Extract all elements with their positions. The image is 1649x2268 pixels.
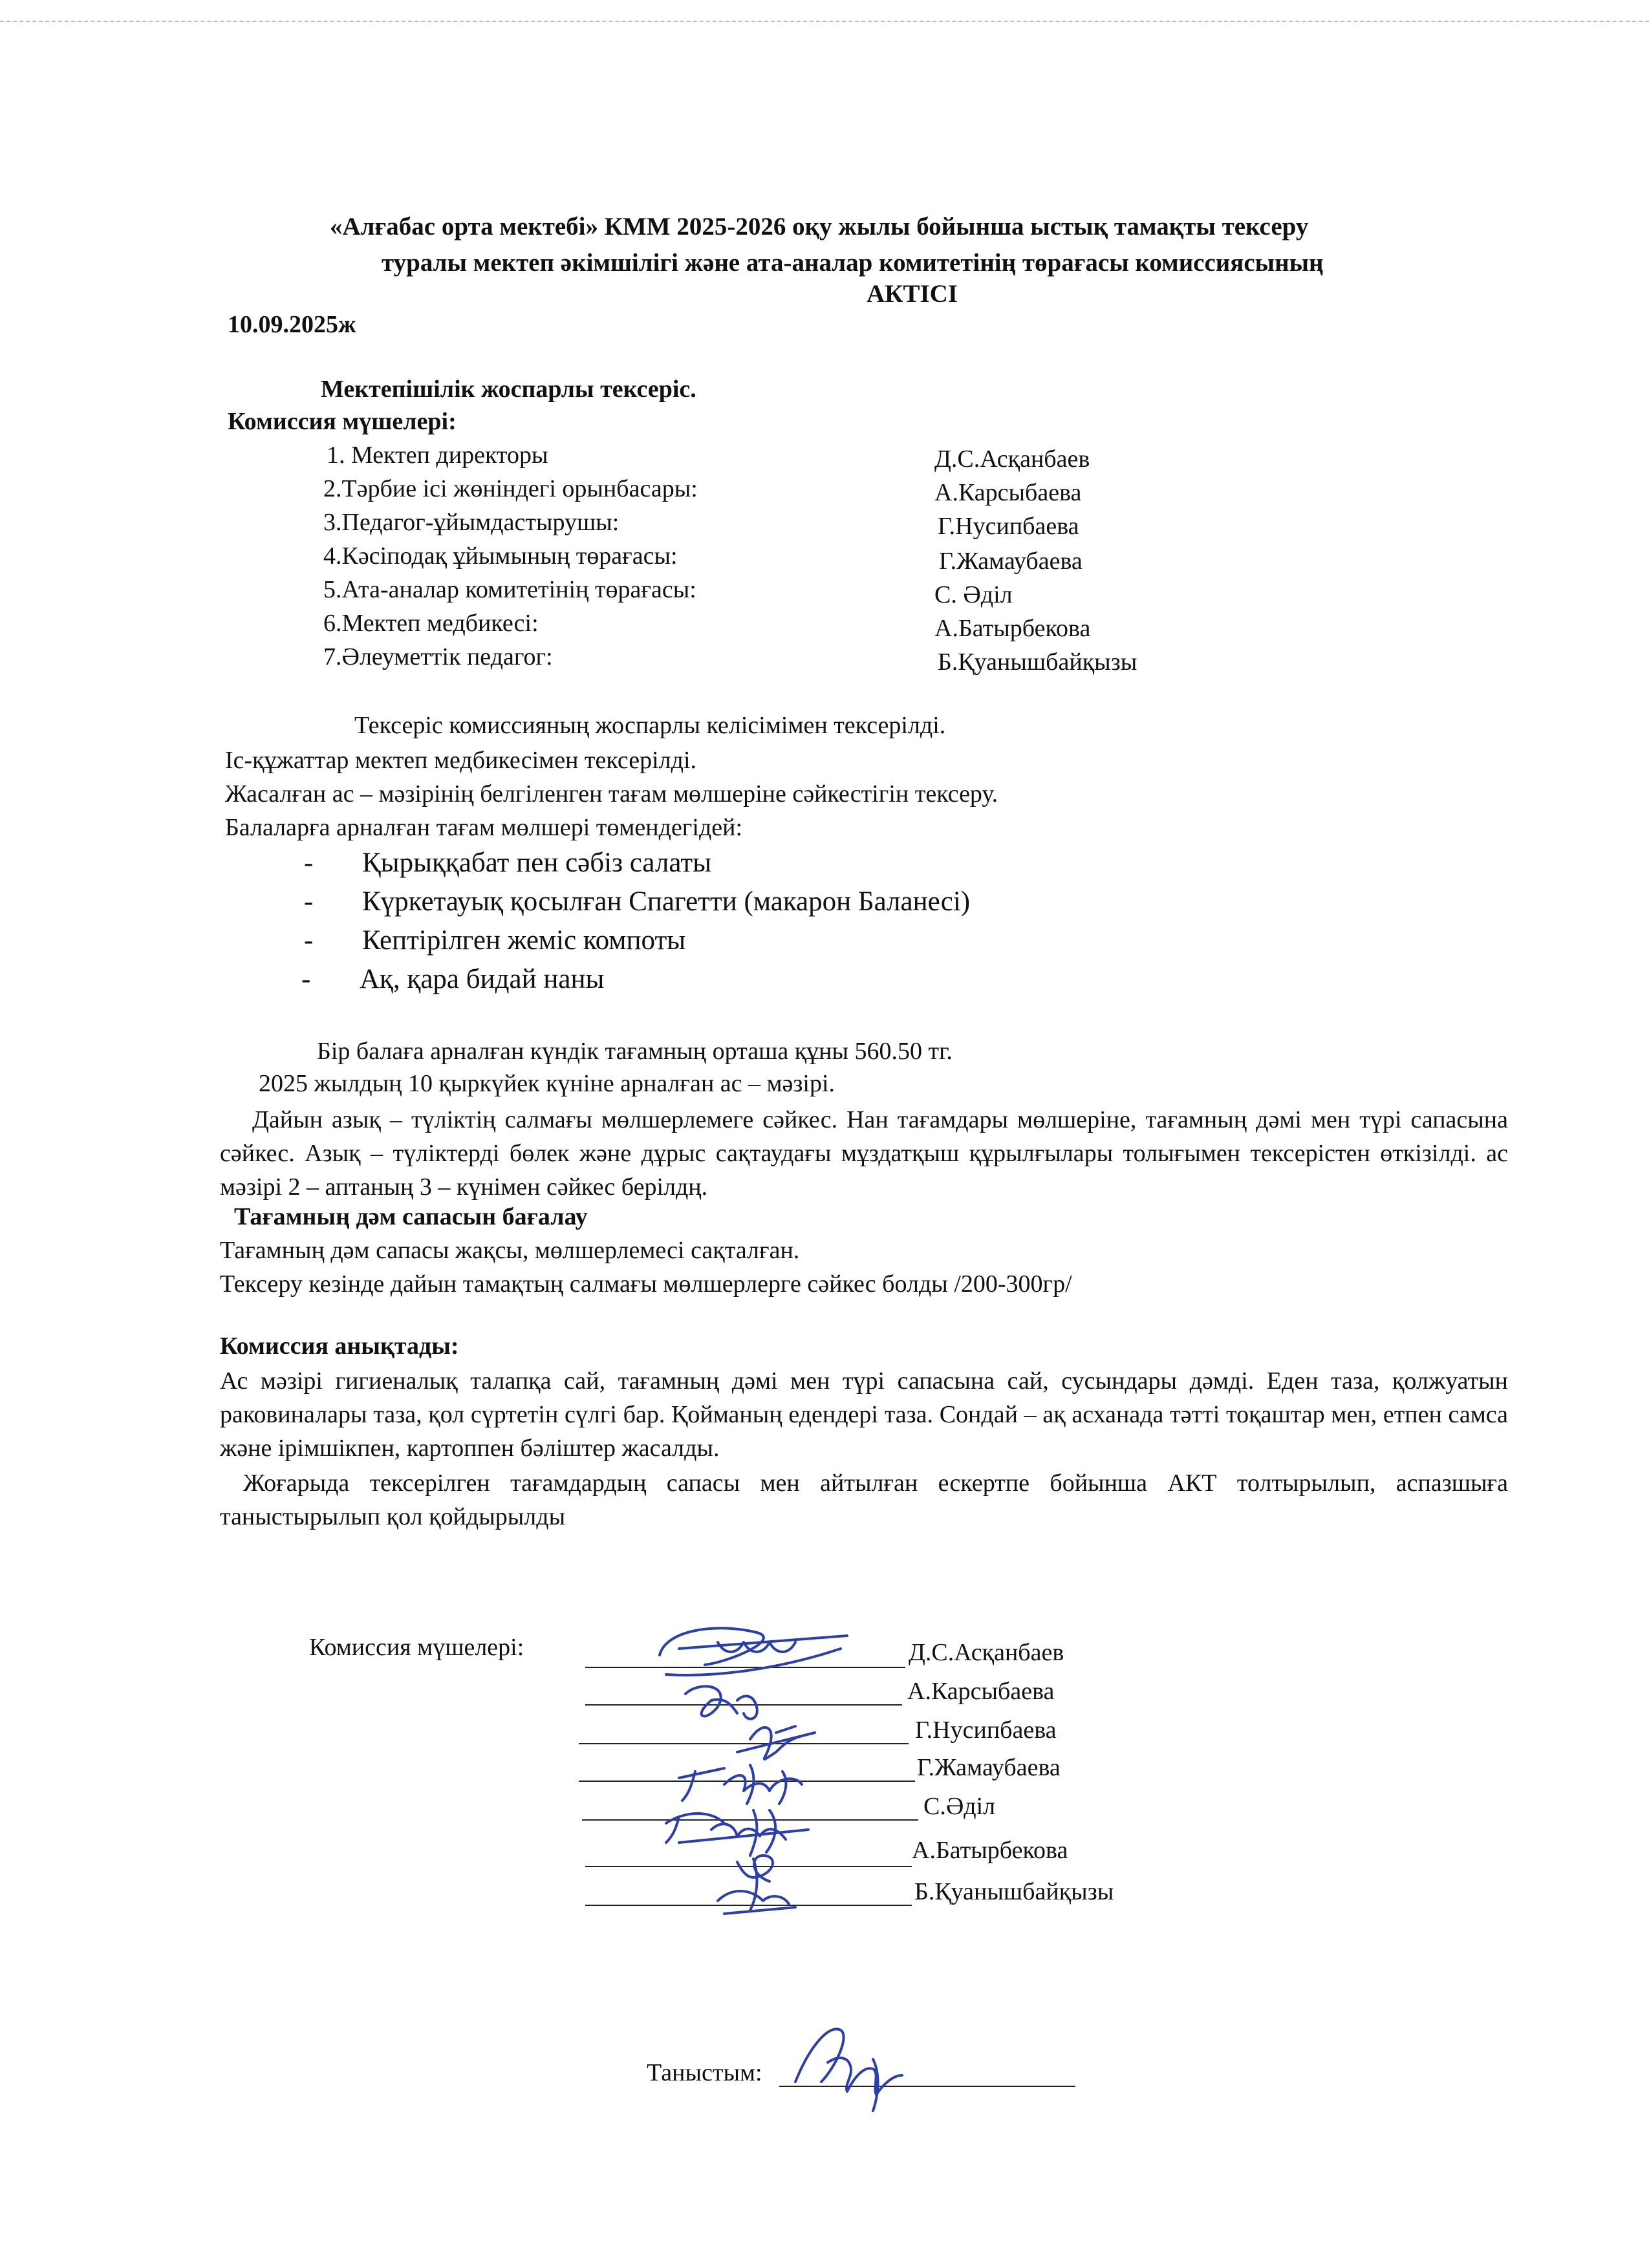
- signature-name: Г.Нусипбаева: [915, 1717, 1057, 1744]
- findings-heading: Комиссия анықтады:: [220, 1332, 459, 1360]
- member-role: 4.Кәсіподақ ұйымының төрағасы:: [323, 542, 678, 570]
- intro-line-4: Балаларға арналған тағам мөлшері төмендегідей:: [225, 814, 743, 841]
- member-role: 1. Мектеп директоры: [327, 442, 548, 469]
- intro-line-1: Тексеріс комиссияның жоспарлы келісімімен тексерілді.: [354, 712, 946, 739]
- acknowledged-label: Таныстым:: [647, 2059, 762, 2086]
- handwritten-signatures: [640, 1603, 886, 1927]
- member-name: Д.С.Асқанбаев: [934, 445, 1090, 473]
- menu-item: - Қырыққабат пен сәбіз салаты: [304, 848, 711, 878]
- taste-line-1: Тағамның дәм сапасы жақсы, мөлшерлемесі сақталған.: [220, 1237, 800, 1264]
- document-title-line3: АКТІСІ: [867, 280, 958, 308]
- signature-name: А.Карсыбаева: [907, 1678, 1055, 1705]
- document-title-line2: туралы мектеп әкімшілігі және ата-аналар комитетінің төрағасы комиссиясының: [382, 249, 1324, 277]
- member-role: 3.Педагог-ұйымдастырушы:: [323, 509, 620, 536]
- signature-name: А.Батырбекова: [912, 1837, 1068, 1864]
- cost-line: Бір балаға арналған күндік тағамның орташа құны 560.50 тг.: [317, 1038, 953, 1065]
- signatures-label: Комиссия мүшелері:: [309, 1634, 524, 1661]
- intro-line-2: Іс-құжаттар мектеп медбикесімен тексерілді.: [225, 747, 697, 774]
- menu-item: - Кептірілген жеміс компоты: [304, 925, 686, 956]
- member-name: Б.Қуанышбайқызы: [938, 648, 1137, 676]
- member-name: С. Әділ: [934, 581, 1013, 608]
- taste-line-2: Тексеру кезінде дайын тамақтың салмағы мөлшерлерге сәйкес болды /200-300гр/: [220, 1270, 1072, 1298]
- signature-name: Д.С.Асқанбаев: [909, 1639, 1064, 1666]
- signature-name: Г.Жамаубаева: [917, 1754, 1061, 1781]
- menu-item: - Күркетауық қосылған Спагетти (макарон Баланесі): [304, 886, 971, 917]
- scan-top-edge: [0, 21, 1649, 22]
- act-date: 10.09.2025ж: [228, 311, 356, 338]
- check-paragraph: Дайын азық – түліктің салмағы мөлшерлемеге сәйкес. Нан тағамдары мөлшеріне, тағамның дәмі мен түрі сапасына сәйкес. Азық – түліктерді бөлек және дұрыс сақтаудағы мұздатқыш құрылғылары толығымен тексерістен өткізілді. ас мәзірі 2 – аптаның 3 – күнімен сәйкес берілдң.: [220, 1106, 1508, 1201]
- check-type: Мектепішілік жоспарлы тексеріс.: [321, 376, 696, 403]
- member-name: Г.Жамаубаева: [939, 548, 1083, 575]
- acknowledged-signature: [782, 2011, 925, 2114]
- intro-line-3: Жасалған ас – мәзірінің белгіленген тағам мөлшеріне сәйкестігін тексеру.: [225, 780, 998, 808]
- menu-date-line: 2025 жылдың 10 қыркүйек күніне арналған ас – мәзірі.: [259, 1070, 835, 1097]
- member-role: 6.Мектеп медбикесі:: [323, 610, 539, 637]
- member-role: 5.Ата-аналар комитетінің төрағасы:: [323, 576, 696, 603]
- member-role: 2.Тәрбие ісі жөніндегі орынбасары:: [323, 475, 698, 502]
- signature-name: С.Әділ: [923, 1793, 996, 1820]
- signature-name: Б.Қуанышбайқызы: [914, 1878, 1114, 1905]
- member-name: А.Батырбекова: [934, 615, 1091, 642]
- findings-paragraph: Ас мәзірі гигиеналық талапқа сай, тағамның дәмі мен түрі сапасына сай, сусындары дәмді. Еден таза, қолжуатын раковиналары таза, қол сүртетін сүлгі бар. Қойманың едендері таза. Сондай – ақ асханада тәтті тоқаштар мен, етпен самса және ірімшікпен, картоппен бәліштер жасалды.: [220, 1367, 1508, 1462]
- menu-item: - Ақ, қара бидай наны: [301, 964, 605, 994]
- conclusion-paragraph: Жоғарыда тексерілген тағамдардың сапасы мен айтылған ескертпе бойынша АКТ толтырылып, аспазшыға таныстырылып қол қойдырылды: [220, 1470, 1508, 1530]
- member-role: 7.Әлеуметтік педагог:: [323, 643, 553, 670]
- members-heading: Комиссия мүшелері:: [228, 408, 457, 435]
- document-title-line1: «Алғабас орта мектебі» КММ 2025-2026 оқу жылы бойынша ыстық тамақты тексеру: [330, 213, 1309, 241]
- member-name: Г.Нусипбаева: [938, 513, 1079, 540]
- taste-heading: Тағамның дәм сапасын бағалау: [234, 1203, 588, 1230]
- member-name: А.Карсыбаева: [934, 479, 1082, 506]
